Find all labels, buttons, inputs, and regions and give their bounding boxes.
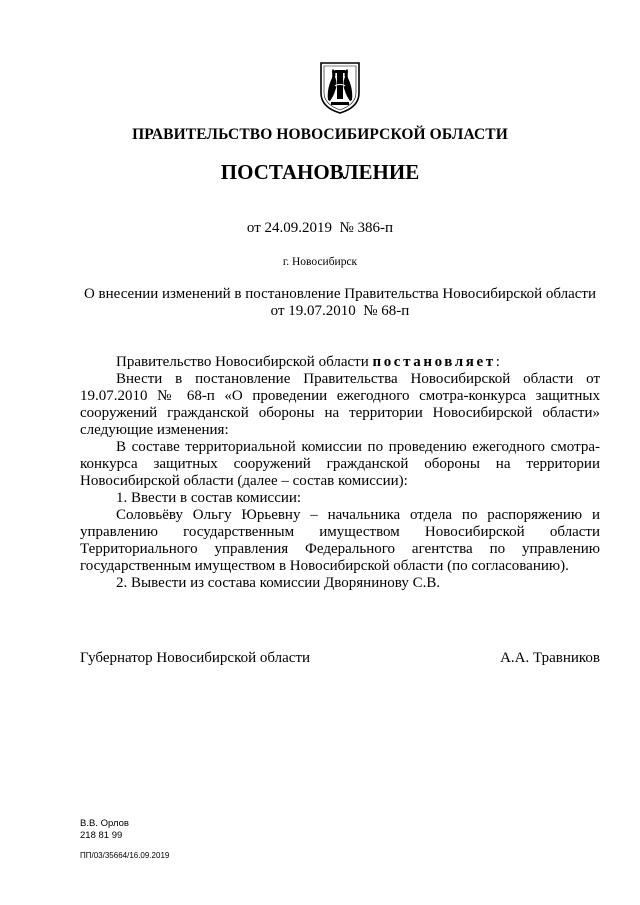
intro-decree-word: постановляет — [372, 354, 496, 370]
document-body — [80, 354, 600, 592]
executor-block — [80, 818, 129, 842]
paragraph-1: Внести в постановление Правительства Новосибирской области от 19.07.2010 № 68-п «О проведении ежегодного смотра-конкурса защитных сооружений гражданской обороны на территории Новосибирской области» следующие изменения: — [80, 371, 600, 438]
document-type: ПОСТАНОВЛЕНИЕ — [220, 160, 420, 184]
city: г. Новосибирск — [282, 256, 358, 268]
date-and-number: от 24.09.2019 № 386-п — [246, 220, 394, 236]
document-subject — [80, 286, 600, 320]
item-1: 1. Ввести в состав комиссии: — [116, 490, 302, 506]
signatory-position: Губернатор Новосибирской области — [80, 650, 311, 666]
item-1-text: Соловьёву Ольгу Юрьевну – начальника отдела по распоряжению и управлению государственным имуществом Новосибирской области Территориального управления Федерального агентства по управлению государственным имуществом в Новосибирской области (по согласованию). — [80, 507, 600, 574]
item-2: 2. Вывести из состава комиссии Дворянинову С.В. — [116, 575, 441, 591]
government-name: ПРАВИТЕЛЬСТВО НОВОСИБИРСКОЙ ОБЛАСТИ — [132, 126, 508, 143]
subject-line-2: от 19.07.2010 № 68-п — [270, 303, 410, 319]
subject-line-1: О внесении изменений в постановление Правительства Новосибирской области — [83, 286, 597, 302]
executor-phone: 218 81 99 — [80, 830, 123, 841]
signatory-name: А.А. Травников — [500, 650, 600, 666]
paragraph-2: В составе территориальной комиссии по проведению ежегодного смотра-конкурса защитных сооружений гражданской обороны на территории Новосибирской области (далее – состав комиссии): — [80, 439, 600, 489]
intro-paragraph — [80, 354, 600, 371]
intro-suffix: : — [495, 354, 500, 370]
document-reference: ПП/03/35664/16.09.2019 — [80, 851, 170, 860]
intro-prefix: Правительство Новосибирской области — [116, 354, 373, 370]
executor-name: В.В. Орлов — [80, 818, 129, 829]
coat-of-arms-icon — [318, 60, 362, 114]
